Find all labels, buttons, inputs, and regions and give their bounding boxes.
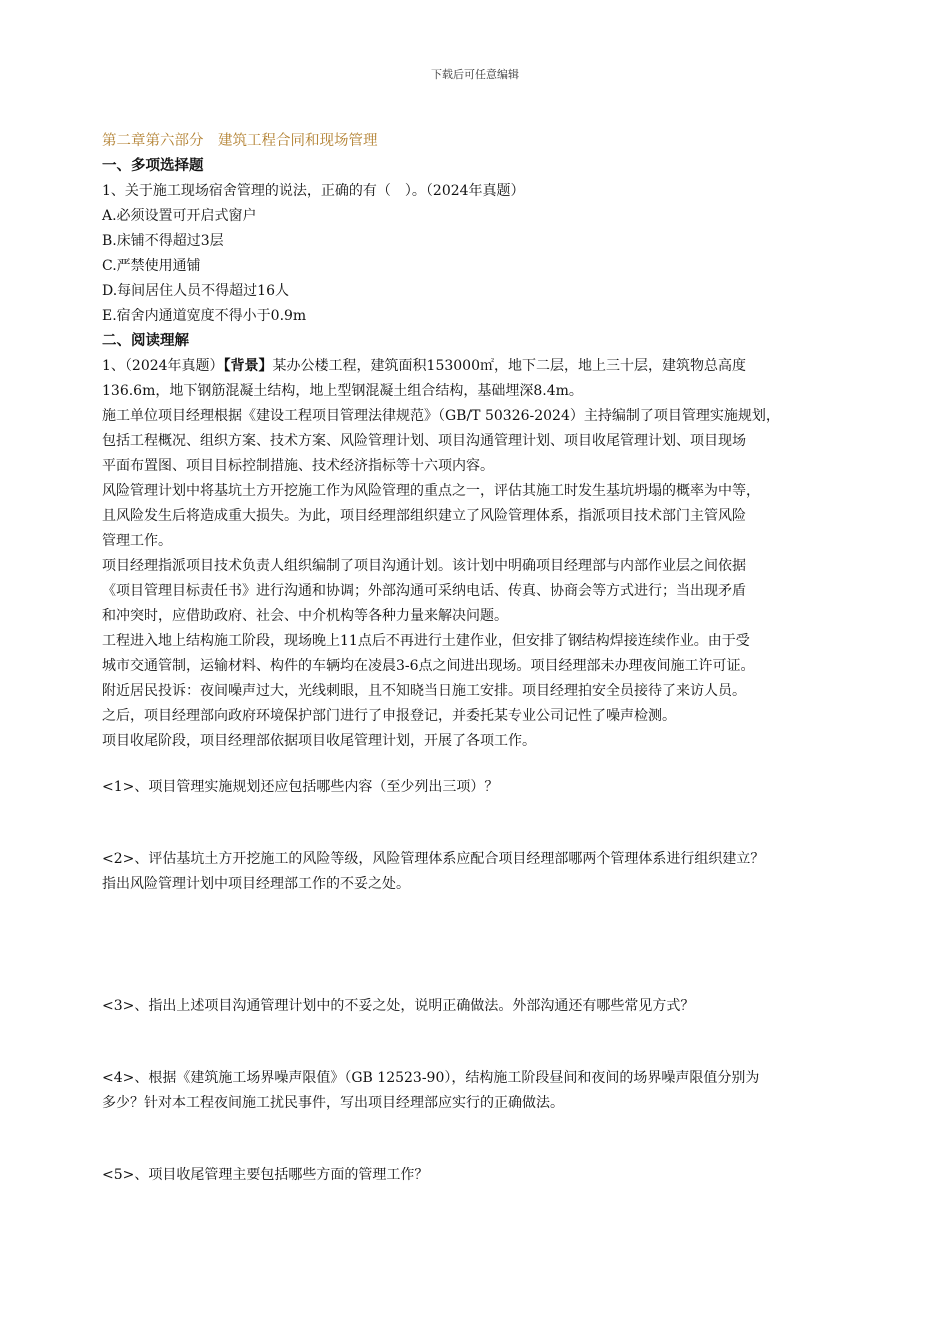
page-header-note: 下载后可任意编辑 <box>431 68 519 81</box>
background-line: 管理工作。 <box>102 533 172 549</box>
background-line: 项目收尾阶段，项目经理部依据项目收尾管理计划，开展了各项工作。 <box>102 733 536 749</box>
background-line: 工程进入地上结构施工阶段，现场晚上11点后不再进行土建作业，但安排了钢结构焊接连续作业。由于受 <box>102 633 750 649</box>
sub-question-1: <1>、项目管理实施规划还应包括哪些内容（至少列出三项）？ <box>102 779 499 795</box>
sub-question-4-line-2: 多少？针对本工程夜间施工扰民事件，写出项目经理部应实行的正确做法。 <box>102 1095 564 1111</box>
background-text: 某办公楼工程，建筑面积153000㎡，地下二层，地上三十层，建筑物总高度 <box>272 358 746 374</box>
background-line: 136.6m，地下钢筋混凝土结构，地上型钢混凝土组合结构，基础埋深8.4m。 <box>102 383 583 399</box>
sub-question-5: <5>、项目收尾管理主要包括哪些方面的管理工作？ <box>102 1167 429 1183</box>
section-heading-multiple-choice: 一、多项选择题 <box>102 158 204 174</box>
sub-question-2-line-1: <2>、评估基坑土方开挖施工的风险等级，风险管理体系应配合项目经理部哪两个管理体系进行组织建立？ <box>102 851 765 867</box>
background-line: 和冲突时，应借助政府、社会、中介机构等各种力量来解决问题。 <box>102 608 508 624</box>
document-body <box>102 129 892 1188</box>
sub-question-3: <3>、指出上述项目沟通管理计划中的不妥之处，说明正确做法。外部沟通还有哪些常见方式？ <box>102 998 695 1014</box>
mc-question: 1、关于施工现场宿舍管理的说法，正确的有（ ）。（2024年真题） <box>102 183 525 199</box>
chapter-title: 第二章第六部分 建筑工程合同和现场管理 <box>102 133 378 149</box>
sub-question-2-line-2: 指出风险管理计划中项目经理部工作的不妥之处。 <box>102 876 410 892</box>
sub-question-2 <box>102 847 892 897</box>
mc-option-e: E.宿舍内通道宽度不得小于0.9m <box>102 308 307 324</box>
background-line: 附近居民投诉：夜间噪声过大，光线刺眼，且不知晓当日施工安排。项目经理拍安全员接待了来访人员。 <box>102 683 746 699</box>
background-prefix: 1、（2024年真题） <box>102 358 224 374</box>
mc-option-a: A.必须设置可开启式窗户 <box>102 208 257 224</box>
section-heading-reading: 二、阅读理解 <box>102 333 189 349</box>
mc-option-c: C.严禁使用通铺 <box>102 258 201 274</box>
background-line: 之后，项目经理部向政府环境保护部门进行了申报登记，并委托某专业公司记性了噪声检测。 <box>102 708 676 724</box>
mc-option-b: B.床铺不得超过3层 <box>102 233 224 249</box>
background-line: 且风险发生后将造成重大损失。为此，项目经理部组织建立了风险管理体系，指派项目技术部门主管风险 <box>102 508 746 524</box>
mc-option-d: D.每间居住人员不得超过16人 <box>102 283 289 299</box>
sub-question-4-line-1: <4>、根据《建筑施工场界噪声限值》（GB 12523-90），结构施工阶段昼间和夜间的场界噪声限值分别为 <box>102 1070 760 1086</box>
background-line: 施工单位项目经理根据《建设工程项目管理法律规范》（GB/T 50326-2024）主持编制了项目管理实施规划， <box>102 408 780 424</box>
background-line-1 <box>102 354 892 379</box>
sub-question-4 <box>102 1066 892 1116</box>
background-line: 城市交通管制，运输材料、构件的车辆均在凌晨3-6点之间进出现场。项目经理部未办理夜间施工许可证。 <box>102 658 755 674</box>
background-line: 包括工程概况、组织方案、技术方案、风险管理计划、项目沟通管理计划、项目收尾管理计划、项目现场 <box>102 433 746 449</box>
background-line: 平面布置图、项目目标控制措施、技术经济指标等十六项内容。 <box>102 458 494 474</box>
background-line: 风险管理计划中将基坑土方开挖施工作为风险管理的重点之一，评估其施工时发生基坑坍塌的概率为中等， <box>102 483 760 499</box>
background-line: 《项目管理目标责任书》进行沟通和协调；外部沟通可采纳电话、传真、协商会等方式进行；当出现矛盾 <box>102 583 746 599</box>
background-line: 项目经理指派项目技术负责人组织编制了项目沟通计划。该计划中明确项目经理部与内部作业层之间依据 <box>102 558 746 574</box>
background-tag: 【背景】 <box>223 358 273 374</box>
